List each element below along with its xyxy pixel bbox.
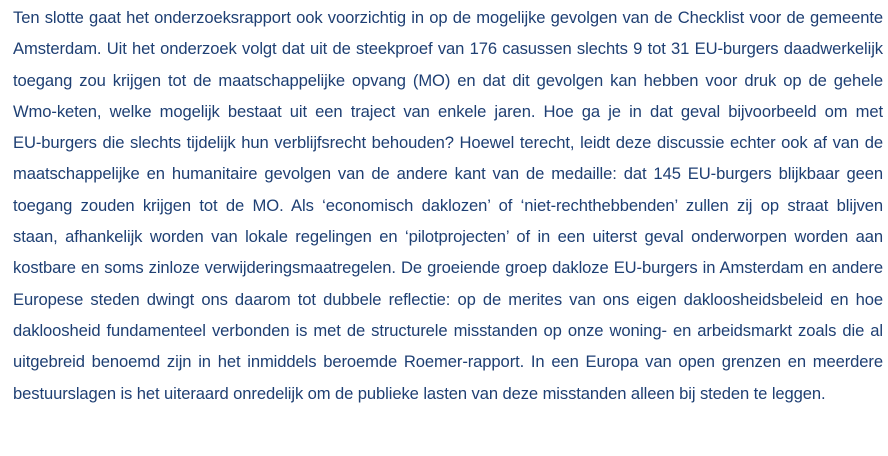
paragraph-line: kostbare en soms zinloze verwijderingsmaatregelen. De groeiende groep dakloze EU-burgers in Amsterdam en andere bbox=[13, 258, 883, 278]
paragraph-line: dakloosheid fundamenteel verbonden is met de structurele misstanden op onze woning- en arbeidsmarkt zoals die al bbox=[13, 320, 883, 340]
paragraph-line: Europese steden dwingt ons daarom tot dubbele reflectie: op de merites van ons eigen dakloosheidsbeleid en hoe bbox=[13, 289, 883, 309]
paragraph-line: staan, afhankelijk worden van lokale regelingen en ‘pilotprojecten’ of in een uiterst geval onderworpen worden aan bbox=[13, 227, 883, 247]
paragraph-line: EU-burgers die slechts tijdelijk hun verblijfsrecht behouden? Hoewel terecht, leidt deze discussie echter ook af van de bbox=[13, 133, 883, 153]
body-paragraph bbox=[13, 2, 883, 409]
paragraph-line: Wmo-keten, welke mogelijk bestaat uit een traject van enkele jaren. Hoe ga je in dat geval bijvoorbeeld om met bbox=[13, 101, 883, 121]
paragraph-line: uitgebreid benoemd zijn in het inmiddels beroemde Roemer-rapport. In een Europa van open grenzen en meerdere bbox=[13, 352, 883, 372]
paragraph-line: maatschappelijke en humanitaire gevolgen van de andere kant van de medaille: dat 145 EU-burgers blijkbaar geen bbox=[13, 164, 883, 184]
paragraph-line: Amsterdam. Uit het onderzoek volgt dat uit de steekproef van 176 casussen slechts 9 tot 31 EU-burgers daadwerkelijk bbox=[13, 39, 883, 59]
paragraph-line: toegang zouden krijgen tot de MO. Als ‘economisch daklozen’ of ‘niet-rechthebbenden’ zullen zij op straat blijven bbox=[13, 195, 883, 215]
paragraph-line: Ten slotte gaat het onderzoeksrapport ook voorzichtig in op de mogelijke gevolgen van de Checklist voor de gemeente bbox=[13, 8, 883, 27]
paragraph-line: toegang zou krijgen tot de maatschappelijke opvang (MO) en dat dit gevolgen kan hebben voor druk op de gehele bbox=[13, 70, 883, 90]
paragraph-line: bestuurslagen is het uiteraard onredelijk om de publieke lasten van deze misstanden alleen bij steden te leggen. bbox=[13, 383, 826, 403]
